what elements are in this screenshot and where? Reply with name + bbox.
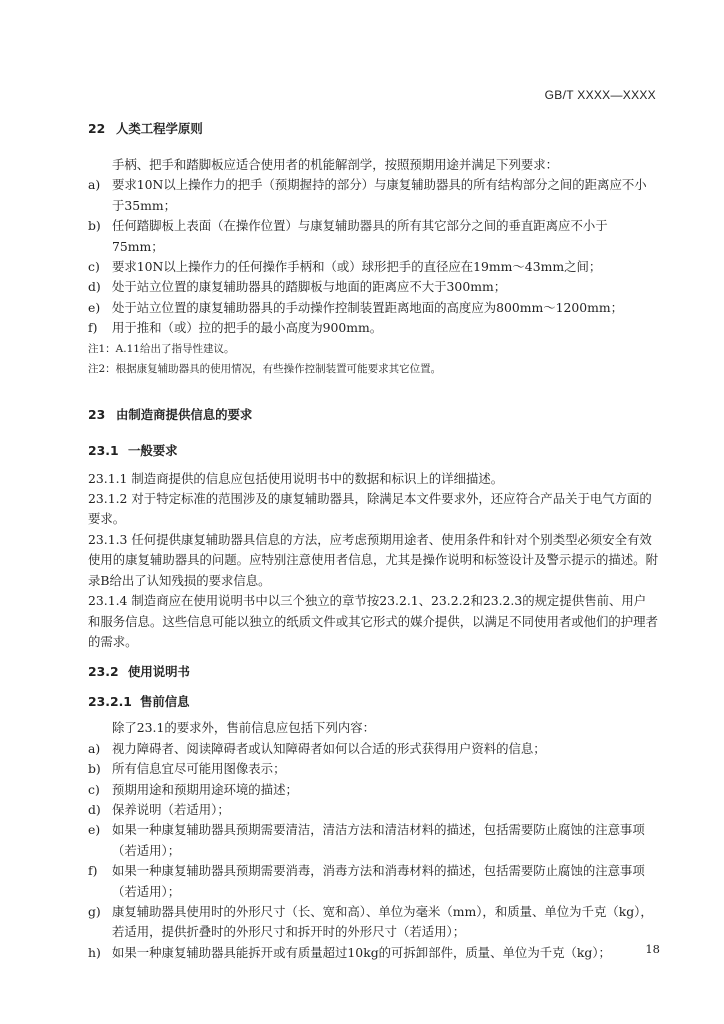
list-marker: d) xyxy=(88,801,101,817)
list-item-text: 视力障碍者、阅读障碍者或认知障碍者如何以合适的形式获得用户资料的信息； xyxy=(112,740,546,756)
list-item xyxy=(88,318,658,338)
section-23-heading xyxy=(88,405,658,425)
clause-23-1-1 xyxy=(88,469,658,489)
list-item xyxy=(88,277,658,297)
clause-number: 23.1.1 xyxy=(88,470,128,486)
list-item-text: 要求10N以上操作力的把手（预期握持的部分）与康复辅助器具的所有结构部分之间的距离应不小于35mm； xyxy=(112,177,647,213)
list-item-text: 如果一种康复辅助器具能拆开或有质量超过10kg的可拆卸部件，质量、单位为千克（kg）； xyxy=(112,944,611,960)
section-22-heading xyxy=(88,119,658,139)
section-number: 22 xyxy=(88,121,106,136)
list-marker: c) xyxy=(88,259,100,275)
list-item xyxy=(88,820,658,861)
list-item-text: 预期用途和预期用途环境的描述； xyxy=(112,781,298,797)
page-content xyxy=(88,119,658,963)
list-item-text: 处于站立位置的康复辅助器具的手动操作控制装置距离地面的高度应为800mm～1200mm； xyxy=(112,299,624,315)
section-22-intro: 手柄、把手和踏脚板应适合使用者的机能解剖学，按照预期用途并满足下列要求： xyxy=(112,157,559,172)
clause-text: 任何提供康复辅助器具信息的方法，应考虑预期用途者、使用条件和针对个别类型必须安全有效使用的康复辅助器具的问题。应特别注意使用者信息，尤其是操作说明和标签设计及警示提示的描述。附录B给出了认知残损的要求信息。 xyxy=(88,531,658,588)
note-2: 注2：根据康复辅助器具的使用情况，有些操作控制装置可能要求其它位置。 xyxy=(88,362,442,375)
list-marker: a) xyxy=(88,740,101,756)
list-item-text: 康复辅助器具使用时的外形尺寸（长、宽和高）、单位为毫米（mm），和质量、单位为千克（kg），若适用，提供折叠时的外形尺寸和拆开时的外形尺寸（若适用）； xyxy=(112,903,653,940)
section-number: 23.1 xyxy=(88,442,119,458)
section-title: 由制造商提供信息的要求 xyxy=(116,406,253,422)
clause-number: 23.1.4 xyxy=(88,593,128,609)
section-number: 23.2 xyxy=(88,664,119,680)
section-number: 23 xyxy=(88,406,106,422)
list-item xyxy=(88,780,658,800)
section-title: 一般要求 xyxy=(128,442,178,458)
clause-text: 对于特定标准的范围涉及的康复辅助器具，除满足本文件要求外，还应符合产品关于电气方面的要求。 xyxy=(88,491,652,527)
section-number: 23.2.1 xyxy=(88,694,132,710)
list-item-text: 处于站立位置的康复辅助器具的踏脚板与地面的距离应不大于300mm； xyxy=(112,279,507,295)
list-item-text: 如果一种康复辅助器具预期需要消毒，消毒方法和消毒材料的描述，包括需要防止腐蚀的注意事项（若适用）； xyxy=(112,863,645,899)
list-item-text: 所有信息宜尽可能用图像表示； xyxy=(112,761,286,777)
section-23-2-heading xyxy=(88,662,658,682)
section-title: 人类工程学原则 xyxy=(116,121,203,136)
list-item-text: 用于推和（或）拉的把手的最小高度为900mm。 xyxy=(112,320,383,336)
section-23-1-heading xyxy=(88,441,658,461)
clause-23-1-4 xyxy=(88,591,658,652)
list-marker: b) xyxy=(88,761,101,777)
list-item xyxy=(88,800,658,820)
list-item xyxy=(88,943,658,963)
section-22-list xyxy=(88,175,658,338)
list-marker: e) xyxy=(88,822,101,838)
list-item xyxy=(88,739,658,759)
list-item xyxy=(88,175,658,216)
list-item xyxy=(88,298,658,318)
list-marker: f) xyxy=(88,320,98,336)
list-marker: d) xyxy=(88,279,101,295)
section-title: 使用说明书 xyxy=(128,664,190,680)
list-item xyxy=(88,759,658,779)
section-23-2-1-heading xyxy=(88,692,658,712)
list-marker: e) xyxy=(88,299,101,315)
list-item-text: 如果一种康复辅助器具预期需要清洁，清洁方法和清洁材料的描述，包括需要防止腐蚀的注意事项（若适用）； xyxy=(112,822,645,858)
note-1: 注1：A.11给出了指导性建议。 xyxy=(88,342,235,355)
document-code: GB/T XXXX—XXXX xyxy=(544,88,656,102)
list-item xyxy=(88,216,658,257)
list-item xyxy=(88,257,658,277)
page-number: 18 xyxy=(645,942,660,956)
clause-23-1-2 xyxy=(88,489,658,530)
list-marker: g) xyxy=(88,903,101,919)
section-title: 售前信息 xyxy=(140,694,190,710)
clause-number: 23.1.3 xyxy=(88,531,128,547)
list-marker: f) xyxy=(88,863,98,879)
list-marker: a) xyxy=(88,177,101,193)
section-spacer xyxy=(88,379,658,405)
section-23-2-1-list xyxy=(88,739,658,963)
list-item xyxy=(88,861,658,902)
clause-text: 制造商提供的信息应包括使用说明书中的数据和标识上的详细描述。 xyxy=(131,470,504,486)
section-23-2-1-intro: 除了23.1的要求外，售前信息应包括下列内容： xyxy=(112,720,376,736)
list-marker: c) xyxy=(88,781,100,797)
list-marker: b) xyxy=(88,218,101,234)
list-marker: h) xyxy=(88,944,101,960)
list-item-text: 要求10N以上操作力的任何操作手柄和（或）球形把手的直径应在19mm～43mm之间； xyxy=(112,259,602,275)
list-item xyxy=(88,902,658,943)
clause-text: 制造商应在使用说明书中以三个独立的章节按23.2.1、23.2.2和23.2.3的规定提供售前、用户和服务信息。这些信息可能以独立的纸质文件或其它形式的媒介提供，以满足不同使用者或他们的护理者的需求。 xyxy=(88,593,658,649)
list-item-text: 任何踏脚板上表面（在操作位置）与康复辅助器具的所有其它部分之间的垂直距离应不小于75mm； xyxy=(112,218,608,254)
clause-23-1-3 xyxy=(88,530,658,591)
clause-number: 23.1.2 xyxy=(88,491,128,507)
list-item-text: 保养说明（若适用）； xyxy=(112,801,230,817)
